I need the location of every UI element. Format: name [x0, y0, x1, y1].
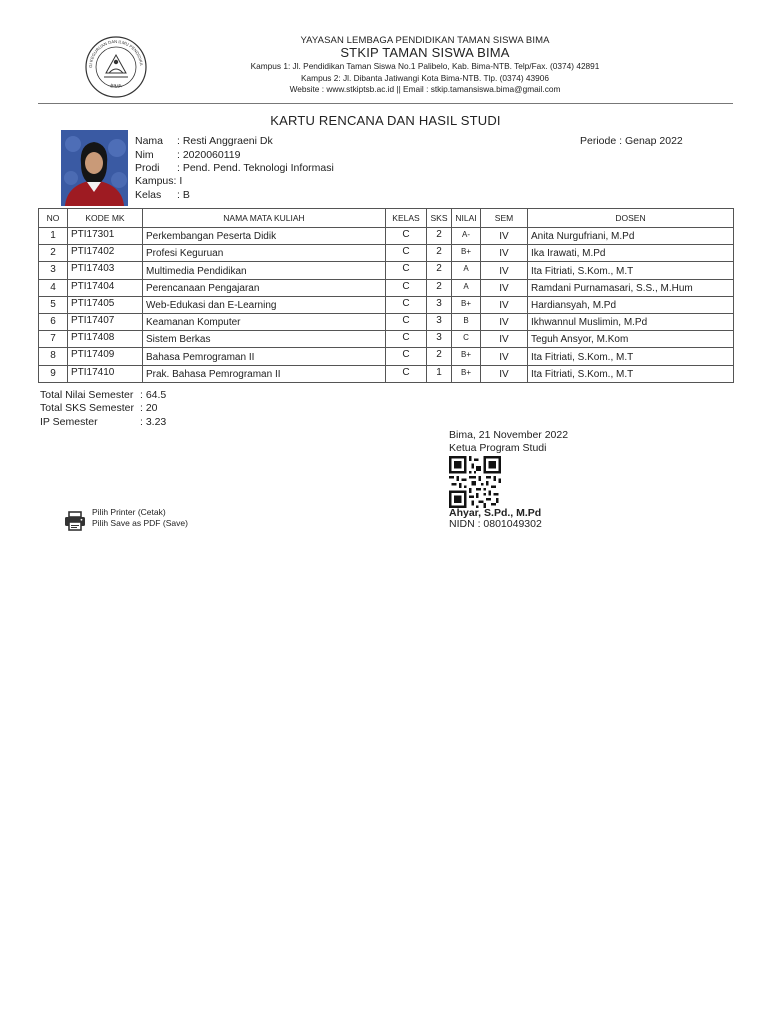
student-nim-row: Nim : 2020060119	[135, 149, 241, 161]
cell-nilai: B+	[452, 245, 481, 262]
cell-no: 6	[39, 313, 68, 330]
cell-nilai: B+	[452, 296, 481, 313]
cell-kelas: C	[386, 365, 427, 382]
student-nim: : 2020060119	[177, 149, 241, 161]
signature-role: Ketua Program Studi	[449, 442, 547, 454]
col-header-kode: KODE MK	[68, 209, 143, 228]
signature-name: Ahyar, S.Pd., M.Pd	[449, 507, 542, 519]
cell-nilai: B	[452, 313, 481, 330]
cell-kode: PTI17405	[68, 296, 143, 313]
cell-nama: Web-Edukasi dan E-Learning	[143, 296, 386, 313]
foundation-name: YAYASAN LEMBAGA PENDIDIKAN TAMAN SISWA BIMA	[300, 35, 550, 46]
table-row	[39, 365, 734, 382]
cell-dosen: Ita Fitriati, S.Kom., M.T	[528, 348, 734, 365]
table-row	[39, 296, 734, 313]
cell-kode: PTI17408	[68, 331, 143, 348]
cell-dosen: Ita Fitriati, S.Kom., M.T	[528, 365, 734, 382]
signature-date: Bima, 21 November 2022	[449, 429, 569, 441]
cell-nama: Bahasa Pemrograman II	[143, 348, 386, 365]
student-kampus-row: Kampus: I	[135, 175, 183, 187]
cell-nama: Keamanan Komputer	[143, 313, 386, 330]
cell-nama: Profesi Keguruan	[143, 245, 386, 262]
cell-no: 1	[39, 228, 68, 245]
ip-semester-row: IP Semester : 3.23	[40, 416, 167, 428]
svg-text:BIMA	[110, 83, 124, 90]
school-name: STKIP TAMAN SISWA BIMA	[340, 45, 510, 60]
print-hint-printer: Pilih Printer (Cetak)	[92, 507, 166, 517]
student-kelas-row: Kelas : B	[135, 189, 190, 201]
cell-nilai: C	[452, 331, 481, 348]
cell-dosen: Teguh Ansyor, M.Kom	[528, 331, 734, 348]
table-row	[39, 262, 734, 279]
header-divider	[38, 103, 733, 104]
cell-nilai: A	[452, 262, 481, 279]
col-header-sem: SEM	[481, 209, 528, 228]
cell-no: 9	[39, 365, 68, 382]
cell-kelas: C	[386, 279, 427, 296]
website-email: Website : www.stkiptsb.ac.id || Email : stkip.tamansiswa.bima@gmail.com	[289, 84, 561, 94]
student-prodi: : Pend. Pend. Teknologi Informasi	[177, 162, 334, 174]
table-row	[39, 279, 734, 296]
cell-no: 3	[39, 262, 68, 279]
cell-kode: PTI17407	[68, 313, 143, 330]
cell-sks: 3	[427, 296, 452, 313]
table-row	[39, 228, 734, 245]
campus-2-address: Kampus 2: Jl. Dibanta Jatiwangi Kota Bima-NTB. Tlp. (0374) 43906	[301, 73, 549, 83]
cell-kelas: C	[386, 262, 427, 279]
campus-1-address: Kampus 1: Jl. Pendidikan Taman Siswa No.1 Palibelo, Kab. Bima-NTB. Telp/Fax. (0374) 42891	[250, 61, 600, 71]
total-sks-row: Total SKS Semester : 20	[40, 402, 158, 414]
cell-no: 2	[39, 245, 68, 262]
table-row	[39, 313, 734, 330]
cell-kode: PTI17402	[68, 245, 143, 262]
cell-sem: IV	[481, 331, 528, 348]
cell-nama: Perkembangan Peserta Didik	[143, 228, 386, 245]
cell-kelas: C	[386, 245, 427, 262]
cell-nama: Perencanaan Pengajaran	[143, 279, 386, 296]
student-name: : Resti Anggraeni Dk	[177, 135, 273, 147]
cell-no: 8	[39, 348, 68, 365]
student-kelas: : B	[177, 189, 190, 201]
svg-text:SEKOLAH TINGGI KEGURUAN DAN IL	[82, 35, 144, 68]
cell-nilai: B+	[452, 365, 481, 382]
cell-kode: PTI17301	[68, 228, 143, 245]
institution-logo	[82, 35, 150, 99]
qr-code-icon	[449, 456, 501, 508]
cell-sem: IV	[481, 348, 528, 365]
cell-sks: 3	[427, 331, 452, 348]
cell-sks: 2	[427, 262, 452, 279]
cell-sem: IV	[481, 262, 528, 279]
logo-ring-text: GI KEGURUAN DAN ILMU PENDIDIKA	[87, 38, 144, 68]
cell-kelas: C	[386, 313, 427, 330]
cell-kode: PTI17410	[68, 365, 143, 382]
student-photo	[61, 130, 128, 206]
cell-dosen: Hardiansyah, M.Pd	[528, 296, 734, 313]
cell-sem: IV	[481, 313, 528, 330]
cell-dosen: Anita Nurgufriani, M.Pd	[528, 228, 734, 245]
student-name-row: Nama : Resti Anggraeni Dk	[135, 135, 273, 147]
cell-dosen: Ramdani Purnamasari, S.S., M.Hum	[528, 279, 734, 296]
cell-kode: PTI17409	[68, 348, 143, 365]
table-row	[39, 348, 734, 365]
cell-nilai: A-	[452, 228, 481, 245]
table-header-row	[39, 209, 734, 228]
cell-no: 4	[39, 279, 68, 296]
cell-sks: 2	[427, 348, 452, 365]
course-table	[38, 208, 734, 383]
student-kampus: : I	[173, 175, 183, 187]
cell-dosen: Ika Irawati, M.Pd	[528, 245, 734, 262]
table-row	[39, 331, 734, 348]
cell-sem: IV	[481, 279, 528, 296]
cell-sks: 1	[427, 365, 452, 382]
cell-nama: Prak. Bahasa Pemrograman II	[143, 365, 386, 382]
cell-nilai: B+	[452, 348, 481, 365]
cell-sks: 3	[427, 313, 452, 330]
ip-semester: : 3.23	[140, 416, 167, 428]
cell-sks: 2	[427, 228, 452, 245]
col-header-kelas: KELAS	[386, 209, 427, 228]
cell-kelas: C	[386, 228, 427, 245]
total-nilai-row: Total Nilai Semester : 64.5	[40, 389, 167, 401]
cell-sem: IV	[481, 228, 528, 245]
col-header-sks: SKS	[427, 209, 452, 228]
document-title: KARTU RENCANA DAN HASIL STUDI	[270, 113, 501, 128]
total-sks: : 20	[140, 402, 158, 414]
table-row	[39, 245, 734, 262]
printer-icon[interactable]	[64, 511, 86, 531]
col-header-no: NO	[39, 209, 68, 228]
cell-kode: PTI17403	[68, 262, 143, 279]
cell-nama: Multimedia Pendidikan	[143, 262, 386, 279]
cell-no: 5	[39, 296, 68, 313]
cell-kelas: C	[386, 296, 427, 313]
signature-nidn: NIDN : 0801049302	[449, 518, 542, 530]
cell-dosen: Ikhwannul Muslimin, M.Pd	[528, 313, 734, 330]
col-header-nilai: NILAI	[452, 209, 481, 228]
cell-no: 7	[39, 331, 68, 348]
print-hint-save-pdf: Pilih Save as PDF (Save)	[92, 518, 188, 528]
periode: Periode : Genap 2022	[580, 135, 683, 147]
total-nilai: : 64.5	[140, 389, 167, 401]
cell-sem: IV	[481, 245, 528, 262]
cell-dosen: Ita Fitriati, S.Kom., M.T	[528, 262, 734, 279]
col-header-dosen: DOSEN	[528, 209, 734, 228]
cell-sem: IV	[481, 365, 528, 382]
cell-nama: Sistem Berkas	[143, 331, 386, 348]
cell-nilai: A	[452, 279, 481, 296]
cell-sks: 2	[427, 245, 452, 262]
student-prodi-row: Prodi : Pend. Pend. Teknologi Informasi	[135, 162, 334, 174]
cell-kelas: C	[386, 348, 427, 365]
cell-sem: IV	[481, 296, 528, 313]
cell-kode: PTI17404	[68, 279, 143, 296]
cell-kelas: C	[386, 331, 427, 348]
cell-sks: 2	[427, 279, 452, 296]
col-header-nama: NAMA MATA KULIAH	[143, 209, 386, 228]
logo-bottom-text: BIMA	[109, 83, 123, 90]
